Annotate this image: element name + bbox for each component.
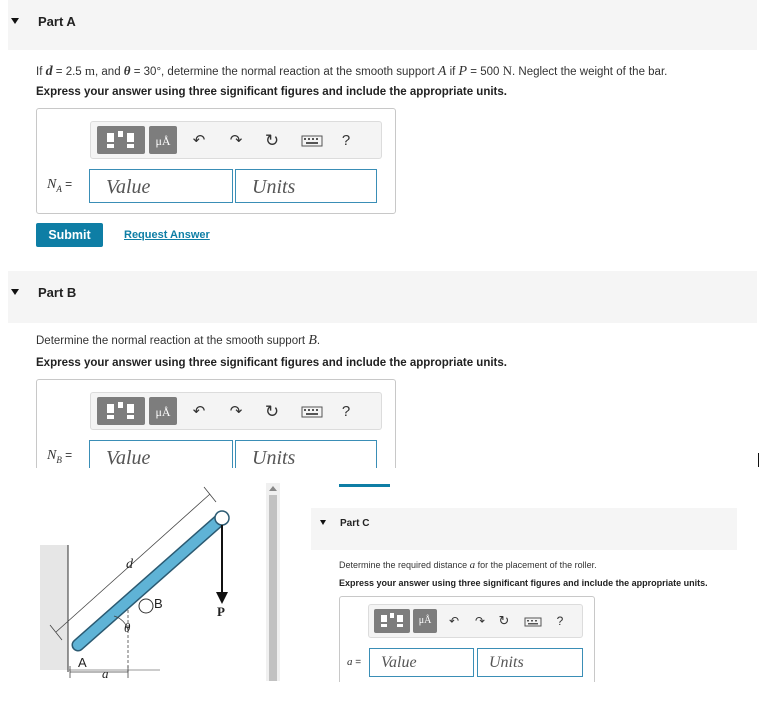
undo-icon[interactable]: ↶ bbox=[192, 132, 206, 149]
templates-icon bbox=[97, 397, 145, 425]
help-icon[interactable]: ? bbox=[556, 614, 564, 628]
dimension-d-line bbox=[56, 494, 210, 632]
reset-icon[interactable]: ↻ bbox=[264, 131, 280, 150]
label-p: P bbox=[217, 604, 225, 619]
redo-icon[interactable]: ↷ bbox=[229, 403, 243, 420]
label-d: d bbox=[126, 557, 133, 572]
tab-indicator bbox=[339, 484, 390, 487]
units-glyph: μÅ bbox=[155, 405, 171, 419]
submit-button[interactable]: Submit bbox=[36, 223, 103, 247]
roller-b bbox=[139, 599, 153, 613]
templates-button[interactable] bbox=[374, 609, 410, 633]
templates-button[interactable] bbox=[97, 126, 145, 154]
scrollbar[interactable] bbox=[266, 483, 280, 681]
part-c-title: Part C bbox=[340, 518, 370, 529]
scrollbar-thumb[interactable] bbox=[269, 495, 277, 681]
label-a-point: A bbox=[78, 655, 87, 670]
value-input[interactable]: Value bbox=[369, 648, 474, 677]
part-c-answer-box bbox=[339, 596, 595, 682]
part-a-header[interactable] bbox=[8, 0, 757, 50]
part-c-instruction: Express your answer using three significant figures and include the appropriate units. bbox=[339, 578, 708, 588]
math-toolbar bbox=[368, 604, 583, 638]
keyboard-icon[interactable] bbox=[301, 406, 323, 418]
redo-icon[interactable]: ↷ bbox=[474, 614, 486, 628]
reset-icon[interactable]: ↻ bbox=[264, 402, 280, 421]
label-a-distance: a bbox=[102, 666, 109, 681]
label-b: B bbox=[154, 596, 163, 611]
undo-icon[interactable]: ↶ bbox=[192, 403, 206, 420]
redo-icon[interactable]: ↷ bbox=[229, 132, 243, 149]
part-b-instruction: Express your answer using three significant figures and include the appropriate units. bbox=[36, 357, 507, 369]
part-c-prompt: Determine the required distance a for the placement of the roller. bbox=[339, 559, 597, 571]
part-b-title: Part B bbox=[38, 285, 77, 300]
units-input[interactable]: Units bbox=[235, 169, 377, 203]
undo-icon[interactable]: ↶ bbox=[448, 614, 460, 628]
pin-top bbox=[215, 511, 229, 525]
answer-label-na: $N_A$ = bbox=[47, 177, 73, 194]
units-glyph: μÅ bbox=[418, 615, 432, 626]
answer-label-nb: $N_B$ = bbox=[47, 448, 73, 465]
force-p-arrowhead bbox=[216, 592, 228, 604]
reset-icon[interactable]: ↻ bbox=[498, 613, 510, 628]
part-a-title: Part A bbox=[38, 14, 76, 29]
value-input[interactable]: Value bbox=[89, 440, 233, 468]
units-button[interactable] bbox=[413, 609, 437, 633]
templates-icon bbox=[374, 609, 410, 633]
templates-button[interactable] bbox=[97, 397, 145, 425]
bar-fill bbox=[78, 518, 222, 645]
request-answer-link[interactable]: Request Answer bbox=[124, 229, 210, 241]
keyboard-icon[interactable] bbox=[524, 617, 542, 627]
math-toolbar bbox=[90, 392, 382, 430]
templates-icon bbox=[97, 126, 145, 154]
scroll-up-arrow[interactable] bbox=[269, 486, 277, 491]
part-b-prompt: Determine the normal reaction at the smooth support B. bbox=[36, 333, 321, 348]
part-a-prompt: If d = 2.5 m, and θ = 30°, determine the normal reaction at the smooth support A if P = 500 N. Neglect the weight of the bar. bbox=[36, 63, 668, 79]
units-input[interactable]: Units bbox=[235, 440, 377, 468]
help-icon[interactable]: ? bbox=[341, 403, 351, 420]
part-b-answer-box bbox=[36, 379, 396, 468]
answer-label-a: a = bbox=[347, 656, 362, 668]
math-toolbar bbox=[90, 121, 382, 159]
label-theta: θ bbox=[124, 620, 131, 635]
keyboard-icon[interactable] bbox=[301, 135, 323, 147]
units-glyph: μÅ bbox=[155, 134, 171, 148]
units-button[interactable] bbox=[149, 397, 177, 425]
value-input[interactable]: Value bbox=[89, 169, 233, 203]
part-a-instruction: Express your answer using three significant figures and include the appropriate units. bbox=[36, 86, 507, 98]
part-b-header[interactable] bbox=[8, 271, 757, 323]
text-cursor bbox=[758, 453, 759, 467]
units-input[interactable]: Units bbox=[477, 648, 583, 677]
collapse-caret-icon[interactable] bbox=[11, 289, 19, 295]
wall bbox=[40, 545, 68, 670]
mechanics-figure bbox=[40, 480, 260, 690]
part-a-answer-box bbox=[36, 108, 396, 214]
help-icon[interactable]: ? bbox=[341, 132, 351, 149]
units-button[interactable] bbox=[149, 126, 177, 154]
dimension-d-tick bbox=[204, 487, 216, 502]
part-c-header[interactable] bbox=[311, 508, 737, 550]
collapse-caret-icon[interactable] bbox=[11, 18, 19, 24]
collapse-caret-icon[interactable] bbox=[320, 520, 326, 525]
